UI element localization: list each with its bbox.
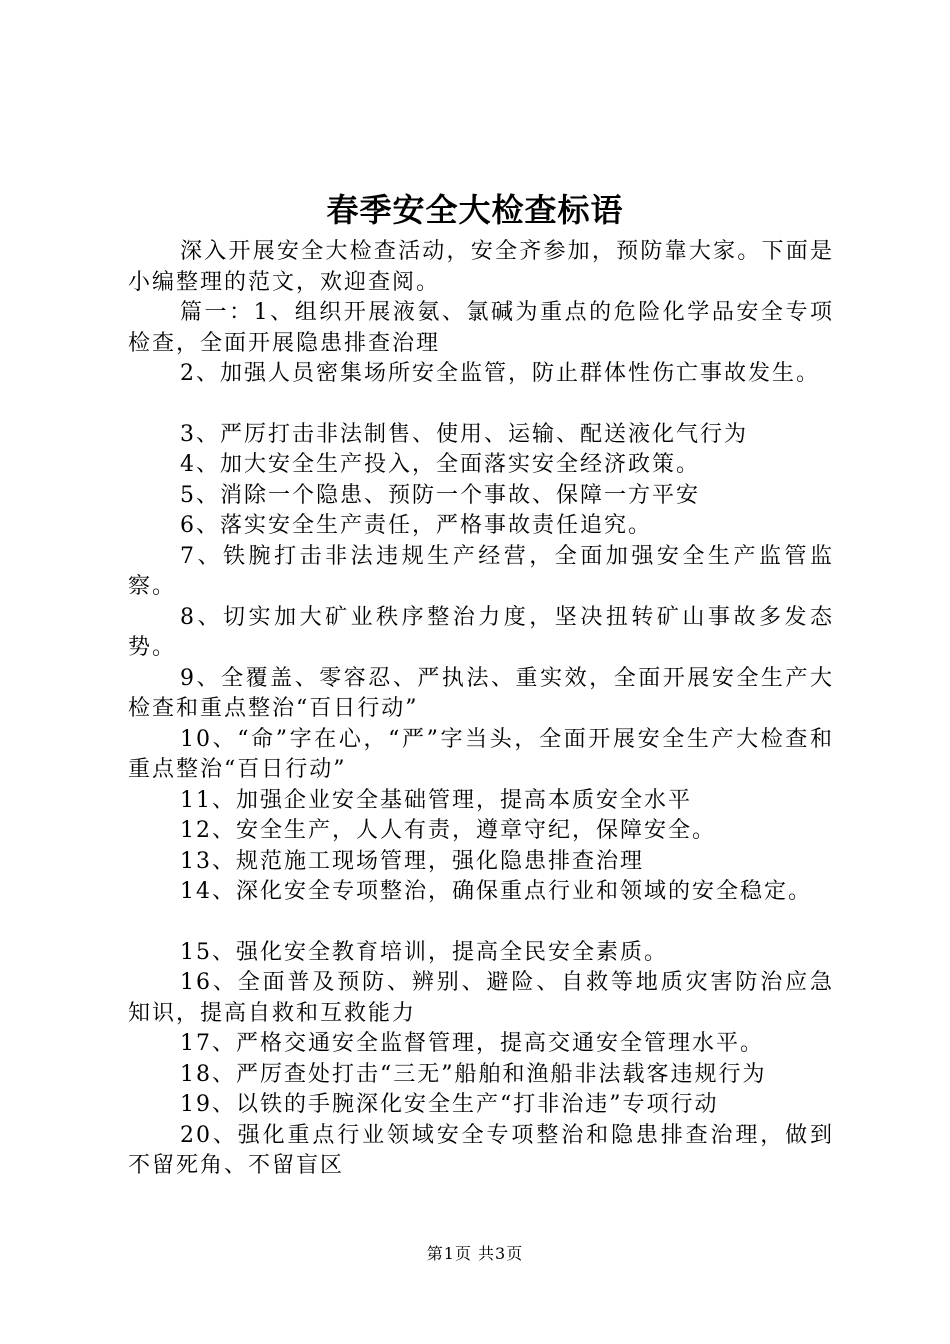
paragraph-item: 5、消除一个隐患、预防一个事故、保障一方平安 bbox=[180, 482, 700, 508]
paragraph-item: 11、加强企业安全基础管理，提高本质安全水平 bbox=[180, 787, 692, 813]
paragraph-item: 9、全覆盖、零容忍、严执法、重实效，全面开展安全生产大检查和重点整治“百日行动” bbox=[128, 665, 834, 721]
paragraph-item: 7、铁腕打击非法违规生产经营，全面加强安全生产监管监察。 bbox=[128, 543, 834, 599]
paragraph-item: 14、深化安全专项整治，确保重点行业和领域的安全稳定。 bbox=[180, 879, 812, 904]
document-body bbox=[128, 237, 834, 1182]
paragraph-item: 19、以铁的手腕深化安全生产“打非治违”专项行动 bbox=[180, 1092, 719, 1117]
paragraph-item: 15、强化安全教育培训，提高全民安全素质。 bbox=[180, 939, 668, 965]
paragraph-item: 3、严厉打击非法制售、使用、运输、配送液化气行为 bbox=[180, 421, 748, 447]
document-title: 春季安全大检查标语 bbox=[326, 191, 624, 229]
paragraph-intro: 深入开展安全大检查活动，安全齐参加，预防靠大家。下面是小编整理的范文，欢迎查阅。 bbox=[128, 239, 834, 295]
paragraph-item: 10、“命”字在心，“严”字当头，全面开展安全生产大检查和重点整治“百日行动” bbox=[128, 726, 834, 782]
paragraph-item: 6、落实安全生产责任，严格事故责任追究。 bbox=[180, 513, 652, 538]
paragraph-item: 8、切实加大矿业秩序整治力度，坚决扭转矿山事故多发态势。 bbox=[128, 604, 834, 660]
page-number-footer: 第1页 共3页 bbox=[426, 1244, 524, 1263]
paragraph-item: 17、严格交通安全监督管理，提高交通安全管理水平。 bbox=[180, 1031, 764, 1056]
paragraph-item: 2、加强人员密集场所安全监管，防止群体性伤亡事故发生。 bbox=[180, 361, 820, 386]
paragraph-item: 18、严厉查处打击“三无”船舶和渔船非法载客违规行为 bbox=[180, 1061, 767, 1087]
paragraph-item: 4、加大安全生产投入，全面落实安全经济政策。 bbox=[180, 452, 700, 477]
paragraph-item: 篇一：1、组织开展液氨、氯碱为重点的危险化学品安全专项检查，全面开展隐患排查治理 bbox=[128, 300, 834, 356]
paragraph-item: 12、安全生产，人人有责，遵章守纪，保障安全。 bbox=[180, 818, 716, 843]
paragraph-item: 20、强化重点行业领域安全专项整治和隐患排查治理，做到不留死角、不留盲区 bbox=[128, 1122, 834, 1178]
paragraph-item: 16、全面普及预防、辨别、避险、自救等地质灾害防治应急知识，提高自救和互救能力 bbox=[128, 970, 834, 1026]
paragraph-item: 13、规范施工现场管理，强化隐患排查治理 bbox=[180, 848, 644, 874]
